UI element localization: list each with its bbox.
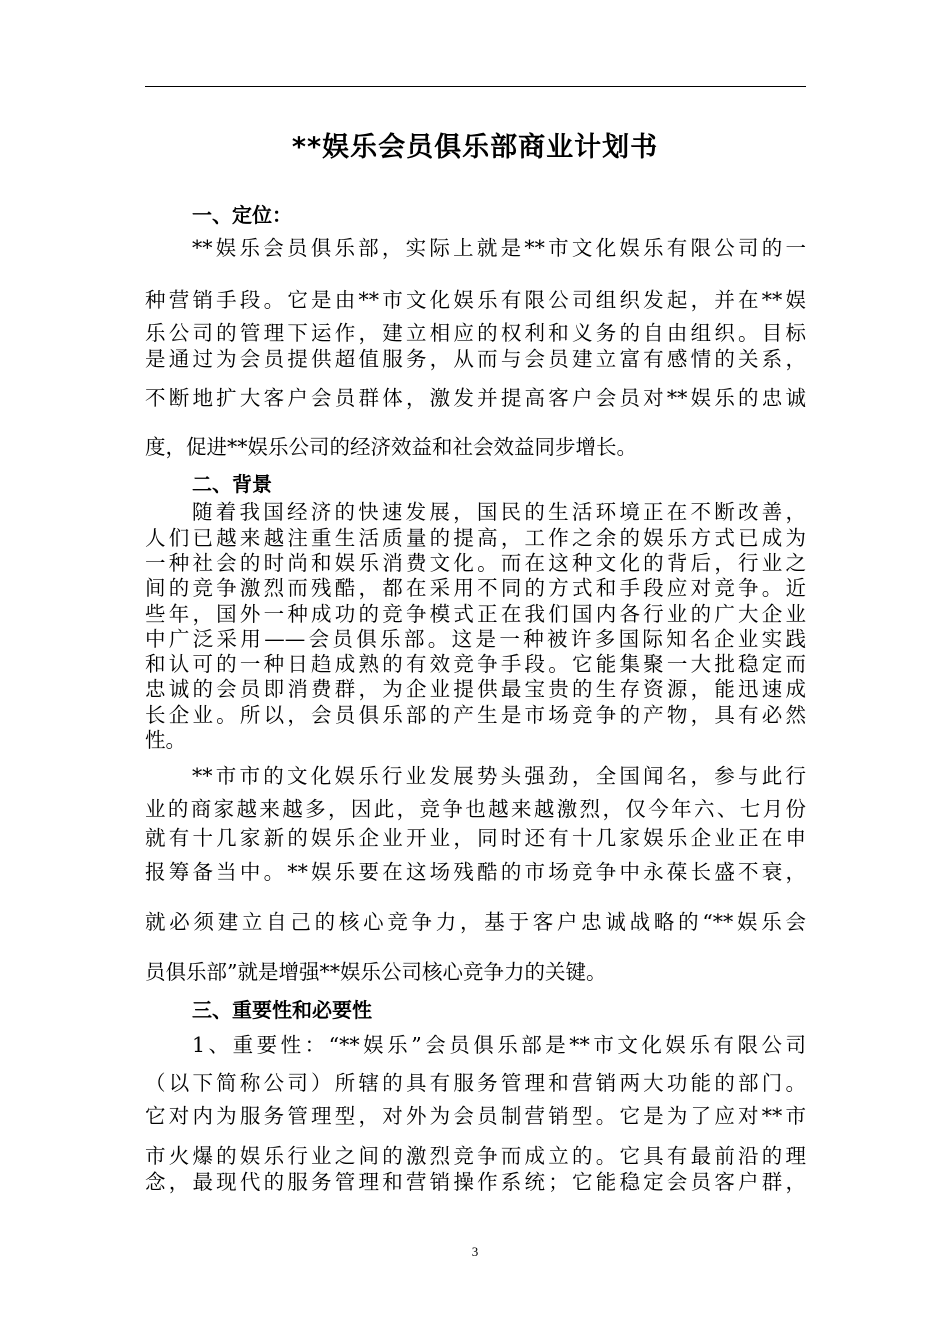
section-heading-background: 二、背景 [192, 472, 272, 496]
paragraph-line: 和认可的一种日趋成熟的有效竞争手段。它能集聚一大批稳定而 [145, 652, 806, 676]
paragraph-line: 长企业。所以，会员俱乐部的产生是市场竞争的产物，具有必然 [145, 703, 806, 727]
paragraph-line: **市市的文化娱乐行业发展势头强劲，全国闻名，参与此行 [192, 764, 806, 788]
section-heading-importance: 三、重要性和必要性 [192, 998, 372, 1022]
paragraph-line: 度，促进**娱乐公司的经济效益和社会效益同步增长。 [145, 435, 637, 459]
paragraph-line: 种营销手段。它是由**市文化娱乐有限公司组织发起，并在**娱 [145, 288, 806, 312]
header-rule [145, 86, 806, 87]
paragraph-line: 业的商家越来越多，因此，竞争也越来越激烈，仅今年六、七月份 [145, 797, 806, 821]
paragraph-line: 一种社会的时尚和娱乐消费文化。而在这种文化的背后，行业之 [145, 551, 806, 575]
paragraph-line: 报筹备当中。**娱乐要在这场残酷的市场竞争中永葆长盛不衰， [145, 860, 806, 884]
paragraph-line: 就必须建立自己的核心竞争力，基于客户忠诚战略的“**娱乐会 [145, 910, 806, 934]
paragraph-line: 性。 [145, 728, 186, 752]
paragraph-line: 些年，国外一种成功的竞争模式正在我们国内各行业的广大企业 [145, 602, 806, 626]
paragraph-line: 间的竞争激烈而残酷，都在采用不同的方式和手段应对竞争。近 [145, 576, 806, 600]
paragraph-line: （以下简称公司）所辖的具有服务管理和营销两大功能的部门。 [145, 1071, 806, 1095]
paragraph-line: 不断地扩大客户会员群体，激发并提高客户会员对**娱乐的忠诚 [145, 386, 806, 410]
paragraph-line: 乐公司的管理下运作，建立相应的权利和义务的自由组织。目标 [145, 321, 806, 345]
paragraph-line: 忠诚的会员即消费群，为企业提供最宝贵的生存资源，能迅速成 [145, 677, 806, 701]
paragraph-line: 就有十几家新的娱乐企业开业，同时还有十几家娱乐企业正在申 [145, 826, 806, 850]
document-title: **娱乐会员俱乐部商业计划书 [291, 132, 659, 163]
paragraph-line: 随着我国经济的快速发展，国民的生活环境正在不断改善， [192, 500, 806, 524]
section-heading-positioning: 一、定位： [192, 203, 292, 227]
paragraph-line: 员俱乐部”就是增强**娱乐公司核心竞争力的关键。 [145, 960, 607, 984]
paragraph-line: 市火爆的娱乐行业之间的激烈竞争而成立的。它具有最前沿的理 [145, 1144, 806, 1168]
paragraph-line: 它对内为服务管理型，对外为会员制营销型。它是为了应对**市 [145, 1104, 806, 1128]
page-number: 3 [471, 1244, 479, 1259]
paragraph-line: 人们已越来越注重生活质量的提高，工作之余的娱乐方式已成为 [145, 526, 806, 550]
paragraph-line: 是通过为会员提供超值服务，从而与会员建立富有感情的关系， [145, 347, 806, 371]
paragraph-line: 1、重要性：“**娱乐”会员俱乐部是**市文化娱乐有限公司 [192, 1033, 806, 1057]
paragraph-line: 念，最现代的服务管理和营销操作系统；它能稳定会员客户群， [145, 1170, 806, 1194]
paragraph-line: 中广泛采用——会员俱乐部。这是一种被许多国际知名企业实践 [145, 627, 806, 651]
paragraph-line: **娱乐会员俱乐部，实际上就是**市文化娱乐有限公司的一 [192, 236, 806, 260]
